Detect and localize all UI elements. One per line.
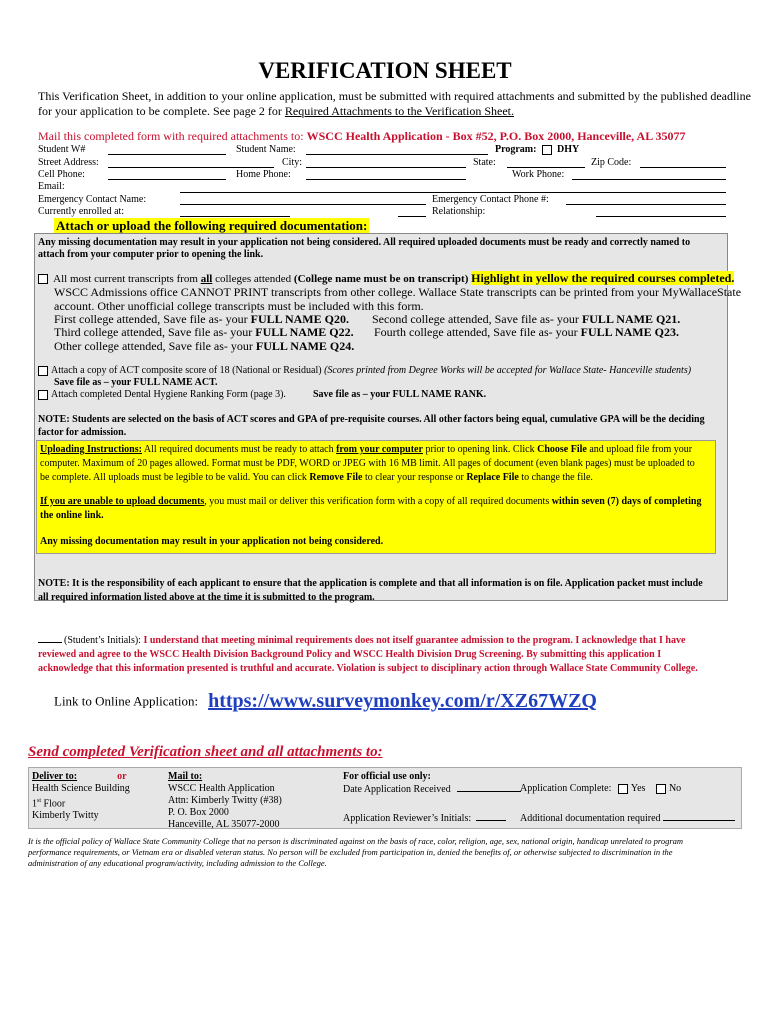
upload-text-c: and upload file from your	[586, 444, 693, 455]
yes-label: Yes	[630, 783, 646, 794]
transcripts-highlight: Highlight in yellow the required courses completed.	[471, 271, 735, 285]
first-college-name: FULL NAME Q20.	[250, 312, 349, 326]
initials-line-2: reviewed and agree to the WSCC Health Division Background Policy and WSCC Health Division Drug Screening. By submitting this application I	[38, 649, 662, 660]
email-field[interactable]	[180, 192, 726, 193]
additional-docs	[520, 812, 735, 824]
work-phone-field[interactable]	[572, 179, 726, 180]
enrolled-field-extra[interactable]	[398, 216, 426, 217]
state-field[interactable]	[507, 167, 585, 168]
policy-footer	[28, 836, 744, 869]
mail-prefix: Mail this completed form with required attachments to:	[38, 129, 307, 143]
upload-from-computer: from your computer	[336, 444, 423, 455]
ranking-text: Attach completed Dental Hygiene Ranking Form (page 3).	[51, 389, 286, 400]
relationship-label: Relationship:	[432, 206, 486, 217]
online-link-text: the online link.	[40, 510, 104, 521]
no-label: No	[668, 783, 682, 794]
ranking-item	[38, 389, 286, 400]
online-application	[54, 690, 597, 713]
selection-note-line-1: NOTE: Students are selected on the basis of ACT scores and GPA of pre-requisite courses. All other factors being equal, cumulative GPA will be the deciding	[38, 414, 705, 425]
third-college-text: Third college attended, Save file as- your	[54, 325, 256, 339]
required-attachments-link[interactable]: Required Attachments to the Verification Sheet.	[284, 104, 514, 118]
emergency-phone-label: Emergency Contact Phone #:	[432, 194, 549, 205]
online-link-label: Link to Online Application:	[54, 693, 199, 709]
responsibility-line-2: all required information listed above at the time it is submitted to the program.	[38, 592, 375, 603]
online-application-link[interactable]: https://www.surveymonkey.com/r/XZ67WZQ	[208, 690, 597, 712]
missing-doc-note	[38, 237, 728, 261]
policy-line-3: administration of any educational program/activity, including admission to the College.	[28, 858, 327, 868]
student-name-field[interactable]	[306, 154, 488, 155]
emergency-phone-field[interactable]	[566, 204, 726, 205]
upload-instructions	[40, 443, 716, 549]
intro-line-2: for your application to be complete. See page 2 for	[38, 104, 285, 118]
initials-line-1: I understand that meeting minimal requirements does not itself guarantee admission to the program. I acknowledge that I have	[143, 635, 686, 646]
cell-phone-label: Cell Phone:	[38, 169, 85, 180]
missing-note-line-2: attach from your computer prior to opening the link.	[38, 249, 264, 260]
mailto-line-1: WSCC Health Application	[168, 783, 275, 794]
date-received	[343, 783, 521, 795]
transcripts-college-name: (College name must be on transcript)	[293, 273, 472, 285]
street-label: Street Address:	[38, 157, 99, 168]
initials-field[interactable]	[38, 633, 62, 643]
street-field[interactable]	[108, 167, 274, 168]
enrolled-field[interactable]	[180, 216, 290, 217]
deliver-floor: Floor	[41, 798, 66, 810]
initials-line-3: acknowledge that this information presented is truthful and accurate. Violation is subject to disciplinary action through Wallace State Community College.	[38, 663, 698, 674]
mailto-line-4: Hanceville, AL 35077-2000	[168, 819, 280, 830]
relationship-field[interactable]	[596, 216, 726, 217]
upload-text-b: prior to opening link. Click	[422, 444, 538, 455]
city-field[interactable]	[306, 167, 466, 168]
deliver-building: Health Science Building	[32, 783, 130, 794]
within-seven-days: within seven (7) days of completing	[551, 496, 702, 507]
program-value: DHY	[557, 144, 580, 155]
missing-note-line-1: Any missing documentation may result in your application not being considered. All required uploaded documents must be ready and correctly named to	[38, 237, 691, 248]
replace-file-label: Replace File	[466, 472, 519, 483]
cell-phone-field[interactable]	[108, 179, 226, 180]
transcripts-line-3: account. Other unofficial college transcripts must be included with this form.	[54, 299, 424, 313]
home-phone-field[interactable]	[306, 179, 466, 180]
fourth-college-text: Fourth college attended, Save file as- your	[374, 325, 581, 339]
choose-file-label: Choose File	[537, 444, 587, 455]
upload-line-3a: be complete. All uploads must be legible to be valid. You can click	[40, 472, 310, 483]
send-header: Send completed Verification sheet and all attachments to:	[28, 744, 383, 760]
other-college	[54, 339, 354, 354]
additional-docs-label: Additional documentation required	[520, 813, 661, 824]
first-college-text: First college attended, Save file as- your	[54, 312, 251, 326]
no-checkbox[interactable]	[656, 784, 666, 794]
unable-text: , you must mail or deliver this verification form with a copy of all required documents	[204, 496, 552, 507]
ranking-save: Save file as – your FULL NAME RANK.	[313, 389, 487, 400]
work-phone-label: Work Phone:	[512, 169, 565, 180]
unable-to-upload: If you are unable to upload documents	[40, 496, 205, 507]
upload-missing-note: Any missing documentation may result in your application not being considered.	[40, 536, 384, 547]
third-college	[54, 325, 354, 340]
deliver-label: Deliver to:	[32, 771, 78, 782]
fourth-college	[374, 325, 679, 340]
program-label: Program:	[495, 144, 537, 155]
upload-label: Uploading Instructions:	[40, 444, 142, 455]
transcripts-item	[38, 271, 734, 286]
selection-note	[38, 413, 705, 439]
fourth-college-name: FULL NAME Q23.	[580, 325, 679, 339]
other-college-name: FULL NAME Q24.	[255, 339, 355, 353]
emergency-name-field[interactable]	[180, 204, 426, 205]
responsibility-line-1: NOTE: It is the responsibility of each applicant to ensure that the application is complete and that all information is on file. Application packet must include	[38, 578, 703, 589]
mailto-label: Mail to:	[168, 771, 203, 782]
student-number-field[interactable]	[108, 154, 226, 155]
other-college-text: Other college attended, Save file as- your	[54, 339, 256, 353]
program-checkbox[interactable]	[542, 145, 552, 155]
city-label: City:	[282, 157, 303, 168]
initials-label: (Student’s Initials):	[64, 635, 144, 646]
transcripts-checkbox[interactable]	[38, 274, 48, 284]
deliver-floor-num: 1	[32, 798, 37, 810]
home-phone-label: Home Phone:	[236, 169, 291, 180]
mailto-line-3: P. O. Box 2000	[168, 807, 229, 818]
transcripts-all: all	[200, 273, 213, 285]
transcripts-text-b: colleges attended	[212, 273, 294, 285]
second-college-text: Second college attended, Save file as- your	[372, 312, 582, 326]
reviewer-field[interactable]	[476, 812, 506, 821]
page-title: VERIFICATION SHEET	[258, 58, 512, 83]
second-college-name: FULL NAME Q21.	[581, 312, 681, 326]
initials-statement	[38, 633, 738, 676]
student-info-fields	[0, 0, 770, 230]
date-received-field[interactable]	[457, 783, 521, 792]
zip-field[interactable]	[640, 167, 726, 168]
emergency-name-label: Emergency Contact Name:	[38, 194, 147, 205]
intro-line-1: This Verification Sheet, in addition to your online application, must be submitted with required attachments and submitted by the published deadline	[38, 89, 751, 103]
zip-label: Zip Code:	[591, 157, 632, 168]
act-save: Save file as – your FULL NAME ACT.	[54, 377, 218, 388]
deliver-floor-sup: st	[37, 798, 42, 804]
selection-note-line-2: factor for admission.	[38, 427, 127, 438]
additional-docs-field[interactable]	[663, 812, 735, 821]
responsibility-note	[38, 577, 703, 605]
act-text: Attach a copy of ACT composite score of 18 (National or Residual)	[51, 365, 325, 376]
reviewer-label: Application Reviewer’s Initials:	[343, 813, 472, 824]
upload-line-3b: to clear your response or	[362, 472, 467, 483]
upload-line-2: computer. Maximum of 20 pages allowed. Format must be PDF, WORD or JPEG with 16 MB limit. All pages of document (even blank pages) must be uploaded to	[40, 458, 695, 469]
third-college-name: FULL NAME Q22.	[255, 325, 354, 339]
yes-checkbox[interactable]	[618, 784, 628, 794]
upload-line-3c: to change the file.	[518, 472, 593, 483]
act-item	[38, 365, 691, 376]
remove-file-label: Remove File	[309, 472, 363, 483]
student-number-label: Student W#	[38, 144, 86, 155]
ranking-checkbox[interactable]	[38, 390, 48, 400]
attach-header: Attach or upload the following required documentation:	[56, 218, 368, 233]
or-label: or	[117, 771, 127, 782]
transcripts-text: All most current transcripts from	[53, 273, 201, 285]
transcripts-line-2: WSCC Admissions office CANNOT PRINT transcripts from other college. Wallace State transcripts can be printed from your MyWallaceState	[54, 285, 742, 299]
deliver-to	[32, 771, 130, 822]
mail-address: WSCC Health Application - Box #52, P.O. Box 2000, Hanceville, AL 35077	[306, 129, 686, 143]
policy-line-1: It is the official policy of Wallace State Community College that no person is discriminated against on the basis of race, color, religion, age, sex, national origin, handicap unrelated to program	[28, 836, 684, 846]
act-checkbox[interactable]	[38, 366, 48, 376]
enrolled-label: Currently enrolled at:	[38, 206, 125, 217]
application-complete-label: Application Complete:	[520, 783, 612, 794]
upload-text-a: All required documents must be ready to attach	[141, 444, 337, 455]
mail-to	[168, 771, 282, 831]
reviewer-initials	[343, 812, 506, 824]
email-label: Email:	[38, 181, 65, 192]
date-received-label: Date Application Received	[343, 784, 451, 795]
application-complete	[520, 783, 681, 794]
student-name-label: Student Name:	[236, 144, 296, 155]
mailto-line-2: Attn: Kimberly Twitty (#38)	[168, 795, 282, 806]
official-use-label: For official use only:	[343, 771, 431, 782]
deliver-contact: Kimberly Twitty	[32, 810, 99, 822]
policy-line-2: performance requirements, or Vietnam era or disabled veteran status. No person will be excluded from participation in, denied the benefits of, or otherwise subjected to discrimination in the	[28, 847, 673, 857]
state-label: State:	[473, 157, 496, 168]
act-italic: (Scores printed from Degree Works will be accepted for Wallace State- Hanceville students)	[324, 365, 692, 376]
